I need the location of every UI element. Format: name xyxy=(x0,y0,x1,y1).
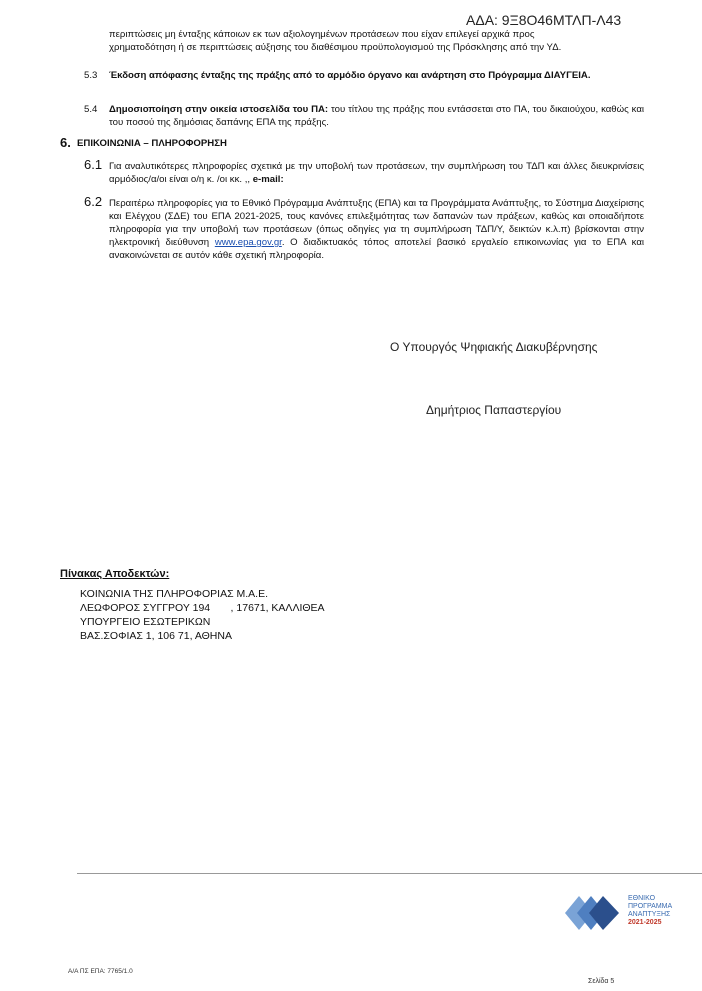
recipient-line: ΒΑΣ.ΣΟΦΙΑΣ 1, 106 71, ΑΘΗΝΑ xyxy=(80,630,232,642)
continued-paragraph xyxy=(109,28,644,54)
epa-logo-text xyxy=(628,895,672,927)
section-6-number: 6. xyxy=(60,135,71,150)
item-6-2-paragraph xyxy=(109,197,644,262)
epa-website-link[interactable]: www.epa.gov.gr xyxy=(214,237,282,248)
section-6-title: ΕΠΙΚΟΙΝΩΝΙΑ – ΠΛΗΡΟΦΟΡΗΣΗ xyxy=(77,138,227,149)
logo-years: 2021-2025 xyxy=(628,919,662,926)
item-5-4-paragraph xyxy=(109,103,644,129)
item-6-1-paragraph xyxy=(109,160,644,186)
continued-line-2: χρηματοδότηση ή σε περιπτώσεις αύξησης του διαθέσιμου προϋπολογισμού της Πρόσκλησης από την ΥΔ. xyxy=(109,42,562,53)
epa-logo-icon xyxy=(563,890,623,936)
item-6-1-text: Για αναλυτικότερες πληροφορίες σχετικά με την υποβολή των προτάσεων, την συμπλήρωση του ΤΔΠ και άλλες διευκρινίσεις αρμόδιος/α/οι είναι ο/η κ. /οι κκ. ,, xyxy=(109,161,644,185)
footer-reference: Α/Α ΠΣ ΕΠΑ: 7765/1.0 xyxy=(68,968,133,975)
item-6-2-text-before: Περαιτέρω πληροφορίες για το Εθνικό Πρόγραμμα Ανάπτυξης (ΕΠΑ) και τα Προγράμματα Ανάπτυξης, το Σύστημα Διαχείρισης και Ελέγχου (ΣΔΕ) του ΕΠΑ 2021-2025, τους κανόνες επιλεξιμότητας των δαπανών των πράξεων, καθώς και οποιαδήποτε πληροφορία για την υποβολή των προτάσεων (όπως οδηγίες για τη συμπλήρωση ΤΔΠ/Υ, δεικτών κ.λ.π) βρίσκονται στην ηλεκτρονική διεύθυνση xyxy=(109,198,644,248)
item-5-4-bold: Δημοσιοποίηση στην οικεία ιστοσελίδα του ΠΑ: xyxy=(109,104,329,115)
logo-line-1: ΕΘΝΙΚΟ xyxy=(628,895,656,902)
recipient-line: ΛΕΩΦΟΡΟΣ ΣΥΓΓΡΟΥ 194 , 17671, ΚΑΛΛΙΘΕΑ xyxy=(80,602,325,614)
item-5-4-text: του τίτλου της πράξης που εντάσσεται στο ΠΑ, του δικαιούχου, καθώς και του ποσού της δημόσιας δαπάνης ΕΠΑ της πράξης. xyxy=(109,104,644,128)
recipient-line: ΥΠΟΥΡΓΕΙΟ ΕΣΩΤΕΡΙΚΩΝ xyxy=(80,616,211,628)
page-number: Σελίδα 5 xyxy=(588,978,615,985)
signature-name: Δημήτριος Παπαστεργίου xyxy=(426,403,562,417)
recipients-title: Πίνακας Αποδεκτών: xyxy=(60,568,170,580)
signature-title: Ο Υπουργός Ψηφιακής Διακυβέρνησης xyxy=(390,340,598,354)
item-5-3-number: 5.3 xyxy=(84,70,98,81)
item-6-2-number: 6.2 xyxy=(84,194,103,209)
item-6-1-email-label: e-mail: xyxy=(252,174,284,185)
item-5-3-text xyxy=(109,70,644,81)
logo-line-2: ΠΡΟΓΡΑΜΜΑ xyxy=(628,903,673,910)
continued-line-1: περιπτώσεις μη ένταξης κάποιων εκ των αξιολογημένων προτάσεων που είχαν επιλεγεί αρχικά προς xyxy=(109,29,535,40)
recipients-list xyxy=(80,587,325,643)
item-5-4-number: 5.4 xyxy=(84,104,98,115)
item-6-1-number: 6.1 xyxy=(84,157,103,172)
recipient-line: ΚΟΙΝΩΝΙΑ ΤΗΣ ΠΛΗΡΟΦΟΡΙΑΣ Μ.Α.Ε. xyxy=(80,588,268,600)
item-6-2-text-after: . Ο διαδικτυακός τόπος αποτελεί βασικό εργαλείο επικοινωνίας για το ΕΠΑ και ανακοινώνεται σε αυτόν κάθε σχετική πληροφορία. xyxy=(109,237,645,261)
logo-line-3: ΑΝΑΠΤΥΞΗΣ xyxy=(628,911,671,918)
ada-code: ΑΔΑ: 9Ξ8Ο46ΜΤΛΠ-Λ43 xyxy=(466,12,622,28)
item-5-3-bold: Έκδοση απόφασης ένταξης της πράξης από το αρμόδιο όργανο και ανάρτηση στο Πρόγραμμα ΔΙΑΥΓΕΙΑ. xyxy=(109,70,591,81)
footer-divider xyxy=(77,873,702,874)
